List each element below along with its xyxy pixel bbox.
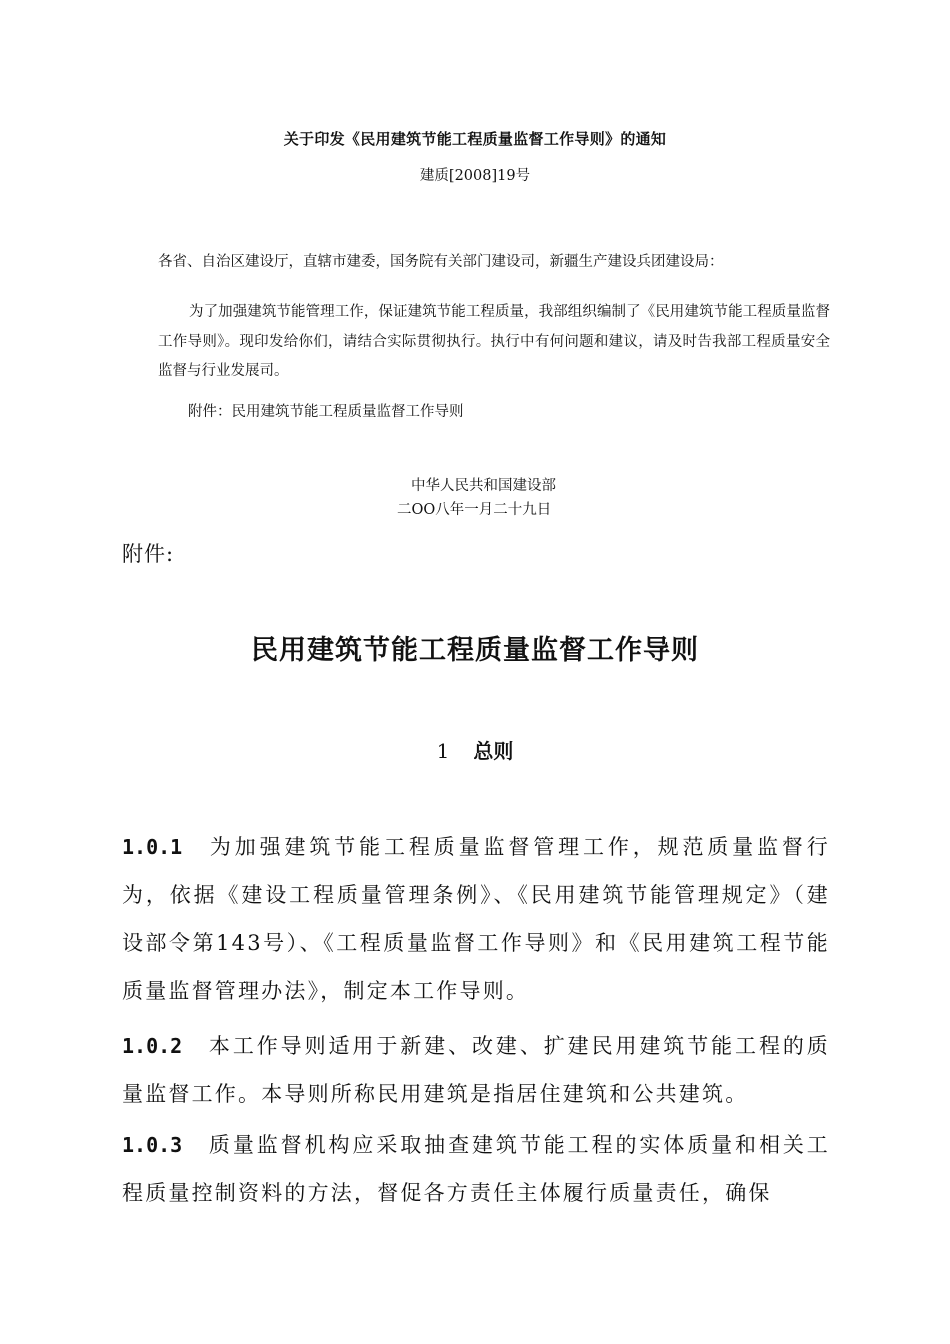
attachment-heading: 附件:	[122, 542, 175, 566]
signature-organization: 中华人民共和国建设部	[411, 478, 556, 494]
clause-1-0-3	[122, 1121, 830, 1217]
clause-1-0-1	[122, 823, 830, 1015]
notice-title: 关于印发《民用建筑节能工程质量监督工作导则》的通知	[283, 130, 667, 148]
document-number: 建质[2008]19号	[419, 168, 531, 184]
clause-text: 质量监督机构应采取抽查建筑节能工程的实体质量和相关工程质量控制资料的方法，督促各方责任主体履行质量责任，确保	[122, 1133, 830, 1205]
salutation: 各省、自治区建设厅，直辖市建委，国务院有关部门建设司，新疆生产建设兵团建设局：	[158, 254, 724, 270]
signature-date: 二OO八年一月二十九日	[397, 502, 552, 518]
clause-number: 1.0.1	[122, 835, 183, 859]
attachment-note: 附件：民用建筑节能工程质量监督工作导则	[188, 404, 464, 420]
clause-text: 为加强建筑节能工程质量监督管理工作，规范质量监督行为，依据《建设工程质量管理条例》、《民用建筑节能管理规定》（建设部令第143号）、《工程质量监督工作导则》和《民用建筑工程节能质量监督管理办法》，制定本工作导则。	[122, 835, 830, 1003]
chapter-title: 总则	[473, 739, 514, 763]
clause-1-0-2	[122, 1022, 830, 1118]
clause-text: 本工作导则适用于新建、改建、扩建民用建筑节能工程的质量监督工作。本导则所称民用建筑是指居住建筑和公共建筑。	[122, 1034, 830, 1106]
chapter-heading	[0, 735, 950, 764]
chapter-number: 1	[436, 739, 450, 763]
clause-number: 1.0.2	[122, 1034, 183, 1058]
clause-number: 1.0.3	[122, 1133, 183, 1157]
notice-body-paragraph: 为了加强建筑节能管理工作，保证建筑节能工程质量，我部组织编制了《民用建筑节能工程质量监督工作导则》。现印发给你们，请结合实际贯彻执行。执行中有何问题和建议，请及时告我部工程质量安全监督与行业发展司。	[158, 304, 830, 379]
guide-title: 民用建筑节能工程质量监督工作导则	[251, 635, 699, 666]
